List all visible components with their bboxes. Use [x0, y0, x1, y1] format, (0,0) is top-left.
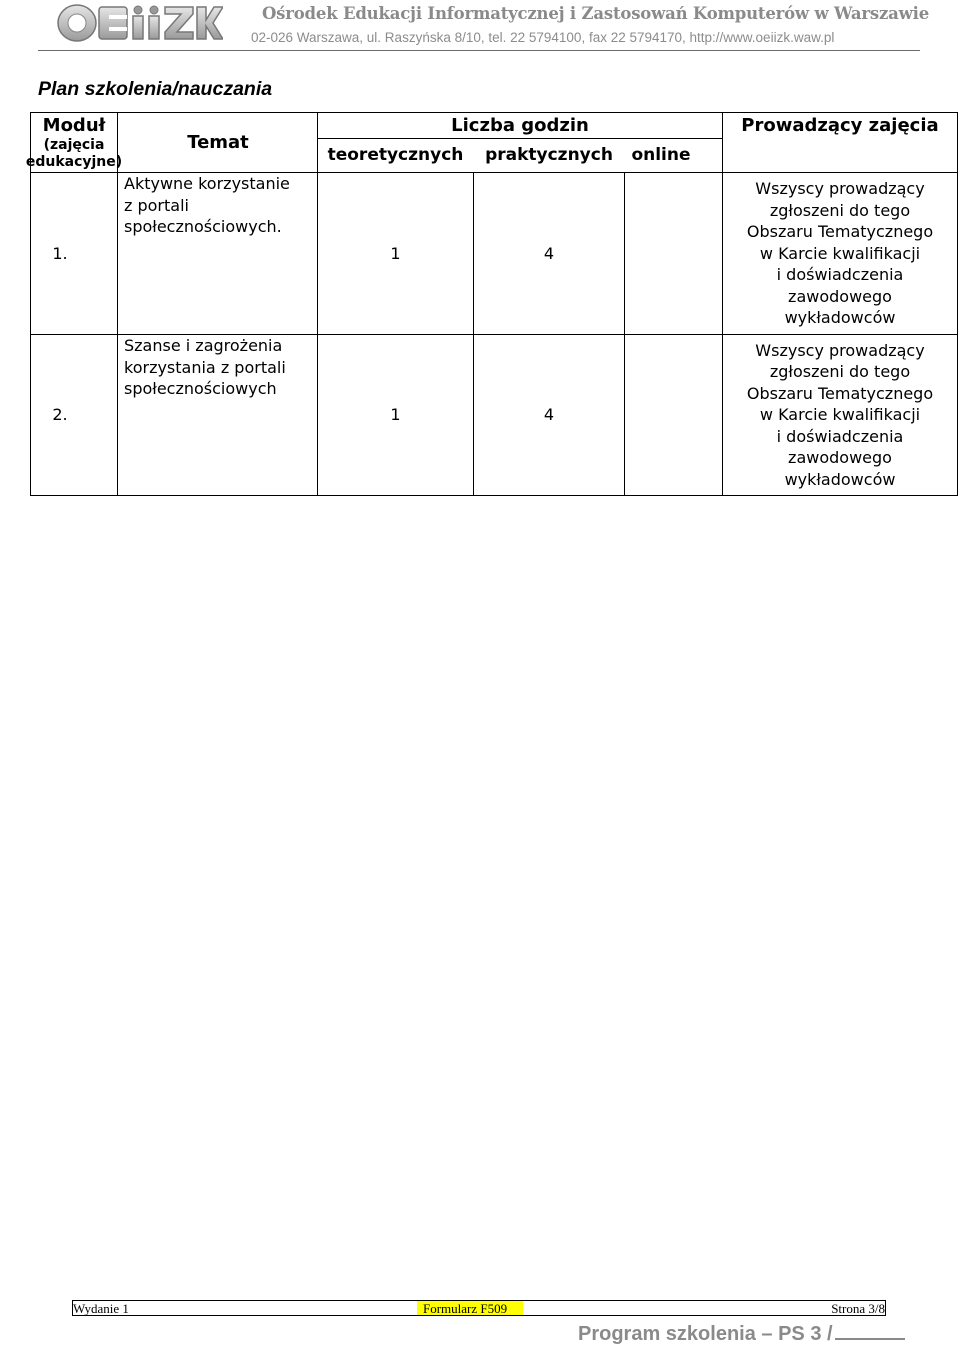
row2-topic-line: społecznościowych: [124, 379, 277, 398]
row1-online-hours: [625, 173, 722, 334]
row1-instructor-line: zawodowego: [788, 286, 892, 306]
footer-edition: Wydanie 1: [73, 1301, 129, 1316]
section-title: Plan szkolenia/nauczania: [38, 78, 273, 100]
footer-program: [578, 1320, 905, 1346]
row1-instructor-line: wykładowców: [784, 308, 896, 328]
row2-topic-line: korzystania z portali: [124, 357, 286, 377]
row1-theory-hours: 1: [390, 243, 401, 263]
table-line: [957, 112, 958, 496]
row2-instructor-line: zgłoszeni do tego: [769, 362, 911, 382]
header-topic: Temat: [187, 131, 249, 153]
header-module-sub2: edukacyjne): [25, 154, 123, 170]
header-theory: teoretycznych: [327, 145, 464, 165]
row1-topic-line: z portali: [124, 195, 189, 215]
table-line: [317, 138, 722, 139]
row1-topic-line: społecznościowych.: [124, 217, 282, 236]
training-plan-table: [0, 0, 960, 500]
table-line: [30, 495, 958, 496]
row2-instructor: [723, 335, 957, 495]
row1-instructor-line: Obszaru Tematycznego: [746, 222, 934, 242]
row2-instructor-line: w Karcie kwalifikacji: [759, 405, 921, 425]
header-module: [25, 113, 123, 173]
header-online: online: [631, 145, 691, 165]
organization-address: 02-026 Warszawa, ul. Raszyńska 8/10, tel. 22 5794100, fax 22 5794170, http://www.oeiizk.waw.pl: [251, 30, 835, 45]
row1-topic: [118, 173, 318, 334]
row1-instructor-line: zgłoszeni do tego: [769, 200, 911, 220]
header-instructor: Prowadzący zajęcia: [741, 115, 939, 136]
row2-instructor-line: Wszyscy prowadzący: [755, 340, 925, 360]
row2-module: 2.: [52, 405, 68, 425]
row1-instructor-line: i doświadczenia: [776, 265, 904, 285]
organization-name: Ośrodek Edukacji Informatycznej i Zastosowań Komputerów w Warszawie: [262, 4, 930, 23]
row1-module: 1.: [52, 243, 68, 263]
footer-bar: [72, 1300, 886, 1316]
row2-instructor-line: wykładowców: [784, 469, 896, 489]
footer-program-blank: [835, 1320, 905, 1340]
row2-instructor-line: Obszaru Tematycznego: [746, 383, 934, 403]
row2-topic-line: Szanse i zagrożenia: [124, 336, 283, 355]
row1-practice-hours: 4: [543, 243, 555, 263]
header-hours: Liczba godzin: [451, 115, 589, 136]
row1-instructor-line: w Karcie kwalifikacji: [759, 243, 921, 263]
header-module-sub1: (zajęcia: [43, 137, 105, 153]
footer-page-number: Strona 3/8: [831, 1301, 885, 1316]
header-module-label: Moduł: [42, 115, 106, 136]
row2-online-hours: [625, 335, 722, 495]
row2-instructor-line: zawodowego: [788, 448, 892, 468]
row1-instructor: [723, 173, 957, 334]
row2-theory-hours: 1: [390, 405, 401, 425]
header-practice: praktycznych: [485, 145, 613, 165]
row1-instructor-line: Wszyscy prowadzący: [755, 179, 925, 199]
footer-program-label: Program szkolenia – PS 3 /: [578, 1323, 833, 1345]
row2-topic: [118, 335, 318, 495]
row1-topic-line: Aktywne korzystanie: [124, 174, 290, 193]
footer-form: Formularz F509: [417, 1301, 523, 1315]
row2-instructor-line: i doświadczenia: [776, 426, 904, 446]
row2-practice-hours: 4: [543, 405, 555, 425]
